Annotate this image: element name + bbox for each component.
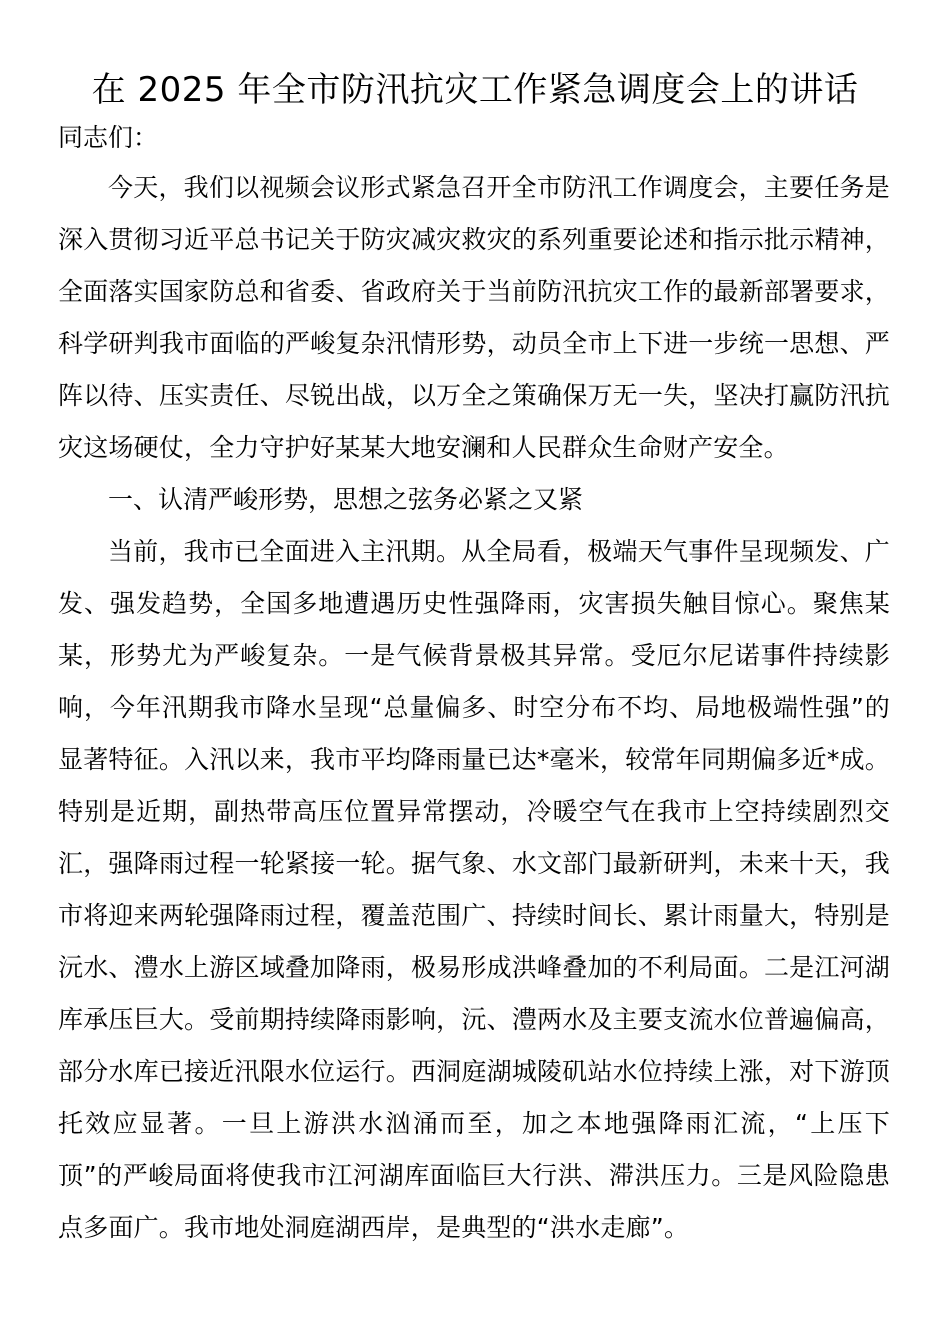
situation-paragraph: 当前，我市已全面进入主汛期。从全局看，极端天气事件呈现频发、广发、强发趋势，全国多地遭遇历史性强降雨，灾害损失触目惊心。聚焦某某，形势尤为严峻复杂。一是气候背景极其异常。受厄尔尼诺事件持续影响，今年汛期我市降水呈现“总量偏多、时空分布不均、局地极端性强”的显著特征。入汛以来，我市平均降雨量已达*毫米，较常年同期偏多近*成。特别是近期，副热带高压位置异常摆动，冷暖空气在我市上空持续剧烈交汇，强降雨过程一轮紧接一轮。据气象、水文部门最新研判，未来十天，我市将迎来两轮强降雨过程，覆盖范围广、持续时间长、累计雨量大，特别是沅水、澧水上游区域叠加降雨，极易形成洪峰叠加的不利局面。二是江河湖库承压巨大。受前期持续降雨影响，沅、澧两水及主要支流水位普遍偏高，部分水库已接近汛限水位运行。西洞庭湖城陵矶站水位持续上涨，对下游顶托效应显著。一旦上游洪水汹涌而至，加之本地强降雨汇流，“上压下顶”的严峻局面将使我市江河湖库面临巨大行洪、滞洪压力。三是风险隐患点多面广。我市地处洞庭湖西岸，是典型的“洪水走廊”。 [58, 537, 890, 1242]
intro-paragraph: 今天，我们以视频会议形式紧急召开全市防汛工作调度会，主要任务是深入贯彻习近平总书记关于防灾减灾救灾的系列重要论述和指示批示精神，全面落实国家防总和省委、省政府关于当前防汛抗灾工作的最新部署要求，科学研判我市面临的严峻复杂汛情形势，动员全市上下进一步统一思想、严阵以待、压实责任、尽锐出战，以万全之策确保万无一失，坚决打赢防汛抗灾这场硬仗，全力守护好某某大地安澜和人民群众生命财产安全。 [58, 173, 890, 462]
page-title: 在 2025 年全市防汛抗灾工作紧急调度会上的讲话 [91, 70, 859, 110]
salutation: 同志们： [58, 123, 159, 152]
document-body [58, 162, 890, 1254]
section-heading: 一、认清严峻形势，思想之弦务必紧之又紧 [108, 485, 584, 514]
